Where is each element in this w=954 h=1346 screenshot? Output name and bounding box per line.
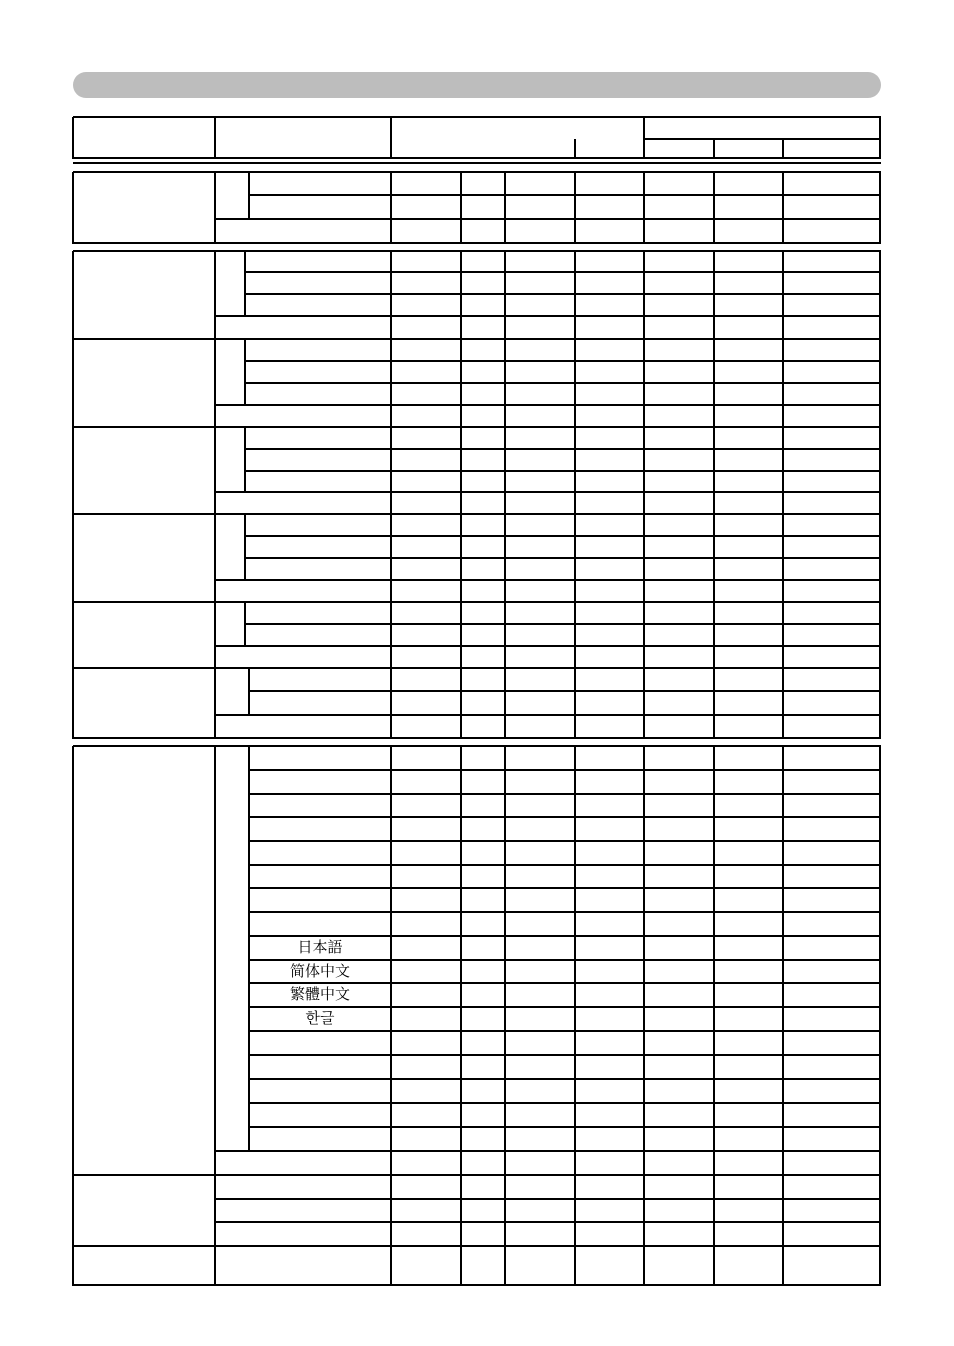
right-border: [879, 1175, 881, 1247]
sub-row-rule: [249, 793, 881, 795]
value-column-rule: [782, 668, 784, 739]
language-label-traditional-chinese: 繁體中文: [289, 985, 350, 1003]
value-column-rule: [574, 602, 576, 669]
value-column-rule: [643, 1175, 645, 1247]
value-column-rule: [713, 602, 715, 669]
value-column-rule: [713, 1175, 715, 1247]
header-column-rule: [72, 117, 74, 159]
sub-column-rule: [244, 427, 246, 493]
left-border: [72, 514, 74, 603]
value-column-rule: [713, 1246, 715, 1286]
left-border: [72, 251, 74, 340]
value-column-rule: [504, 746, 506, 1176]
value-column-rule: [390, 602, 392, 669]
header-column-rule: [643, 117, 645, 159]
sub-column-rule: [244, 339, 246, 406]
category-column-rule: [214, 1175, 216, 1247]
right-border: [879, 602, 881, 669]
value-column-rule: [643, 1246, 645, 1286]
value-column-rule: [643, 602, 645, 669]
value-column-rule: [643, 668, 645, 739]
value-column-rule: [574, 668, 576, 739]
right-border: [879, 746, 881, 1176]
value-column-rule: [390, 251, 392, 340]
left-border: [72, 1246, 74, 1286]
value-column-rule: [574, 746, 576, 1176]
value-column-rule: [504, 1175, 506, 1247]
header-top-rule: [73, 116, 881, 118]
sub-row-rule: [249, 1102, 881, 1104]
header-column-rule: [879, 117, 881, 159]
value-column-rule: [460, 668, 462, 739]
value-column-rule: [504, 1246, 506, 1286]
group-bottom-rule: [73, 737, 881, 739]
group-top-rule: [73, 426, 881, 428]
right-border: [879, 668, 881, 739]
sub-row-rule: [245, 623, 881, 625]
category-column-rule: [214, 427, 216, 515]
value-column-rule: [782, 251, 784, 340]
value-column-rule: [574, 172, 576, 244]
group-top-rule: [73, 601, 881, 603]
category-column-rule: [214, 172, 216, 244]
sub-column-rule: [248, 172, 250, 220]
value-column-rule: [643, 172, 645, 244]
summary-row-rule: [215, 491, 881, 493]
right-border: [879, 172, 881, 244]
sub-row-rule: [249, 690, 881, 692]
left-border: [72, 602, 74, 669]
sub-row-rule: [249, 769, 881, 771]
sub-row-rule: [249, 864, 881, 866]
value-column-rule: [574, 1175, 576, 1247]
value-column-rule: [713, 668, 715, 739]
left-border: [72, 172, 74, 244]
sub-row-rule: [245, 470, 881, 472]
value-column-rule: [643, 746, 645, 1176]
value-column-rule: [504, 251, 506, 340]
sub-row-rule: [249, 1054, 881, 1056]
header-bottom-rule: [73, 157, 576, 159]
value-column-rule: [574, 1246, 576, 1286]
value-column-rule: [574, 251, 576, 340]
value-column-rule: [643, 251, 645, 340]
category-column-rule: [214, 514, 216, 603]
value-column-rule: [782, 172, 784, 244]
group-top-rule: [73, 1245, 881, 1247]
left-border: [72, 746, 74, 1176]
value-column-rule: [460, 1246, 462, 1286]
value-column-rule: [390, 668, 392, 739]
value-column-rule: [504, 602, 506, 669]
category-column-rule: [214, 746, 216, 1176]
header-column-rule: [214, 117, 216, 159]
header-sub-column-rule: [782, 139, 784, 159]
group-top-rule: [73, 513, 881, 515]
header-mid-rule: [644, 138, 881, 140]
sub-row-rule: [249, 1078, 881, 1080]
header-bottom-rule: [575, 157, 881, 159]
left-border: [72, 1175, 74, 1247]
sub-row-rule: [249, 194, 881, 196]
sub-row-rule: [249, 887, 881, 889]
group-top-rule: [73, 667, 881, 669]
sub-column-rule: [244, 514, 246, 581]
row-rule: [215, 1198, 881, 1200]
sub-row-rule: [245, 382, 881, 384]
value-column-rule: [504, 668, 506, 739]
left-border: [72, 427, 74, 515]
sub-row-rule: [249, 1126, 881, 1128]
sub-row-rule: [245, 557, 881, 559]
left-border: [72, 668, 74, 739]
summary-row-rule: [215, 315, 881, 317]
group-top-rule: [73, 1174, 881, 1176]
sub-column-rule: [248, 668, 250, 716]
value-column-rule: [713, 251, 715, 340]
value-column-rule: [460, 746, 462, 1176]
category-column-rule: [214, 602, 216, 669]
category-column-rule: [214, 1246, 216, 1286]
header-sub-column-rule: [713, 139, 715, 159]
value-column-rule: [390, 1246, 392, 1286]
summary-row-rule: [215, 1150, 881, 1152]
category-column-rule: [214, 339, 216, 428]
value-column-rule: [782, 746, 784, 1176]
value-column-rule: [713, 746, 715, 1176]
summary-row-rule: [215, 218, 881, 220]
group-bottom-rule: [73, 1284, 881, 1286]
value-column-rule: [782, 602, 784, 669]
value-column-rule: [390, 172, 392, 244]
value-column-rule: [782, 1246, 784, 1286]
row-rule: [215, 1221, 881, 1223]
group-top-rule: [73, 745, 881, 747]
summary-row-rule: [215, 404, 881, 406]
category-column-rule: [214, 251, 216, 340]
sub-row-rule: [245, 448, 881, 450]
sub-row-rule: [249, 816, 881, 818]
summary-row-rule: [215, 714, 881, 716]
sub-row-rule: [245, 293, 881, 295]
language-label-korean: 한글: [305, 1009, 335, 1027]
value-column-rule: [504, 172, 506, 244]
sub-row-rule: [249, 1030, 881, 1032]
sub-row-rule: [249, 911, 881, 913]
group-top-rule: [73, 250, 881, 252]
sub-row-rule: [249, 840, 881, 842]
language-label-simplified-chinese: 简体中文: [289, 962, 350, 980]
right-border: [879, 251, 881, 340]
header-column-rule: [390, 117, 392, 159]
sub-row-rule: [245, 535, 881, 537]
value-column-rule: [460, 602, 462, 669]
value-column-rule: [782, 1175, 784, 1247]
value-column-rule: [713, 172, 715, 244]
language-label-japanese: 日本語: [297, 938, 343, 956]
group-top-rule: [73, 171, 881, 173]
value-column-rule: [460, 1175, 462, 1247]
sub-row-rule: [245, 271, 881, 273]
summary-row-rule: [215, 645, 881, 647]
group-bottom-rule: [73, 242, 881, 244]
header-separator: [73, 162, 881, 164]
header-sub-column-rule: [574, 139, 576, 159]
right-border: [879, 1246, 881, 1286]
sub-column-rule: [244, 251, 246, 317]
sub-row-rule: [245, 360, 881, 362]
value-column-rule: [460, 172, 462, 244]
left-border: [72, 339, 74, 428]
category-column-rule: [214, 668, 216, 739]
value-column-rule: [460, 251, 462, 340]
group-top-rule: [73, 338, 881, 340]
value-column-rule: [390, 1175, 392, 1247]
summary-row-rule: [215, 579, 881, 581]
